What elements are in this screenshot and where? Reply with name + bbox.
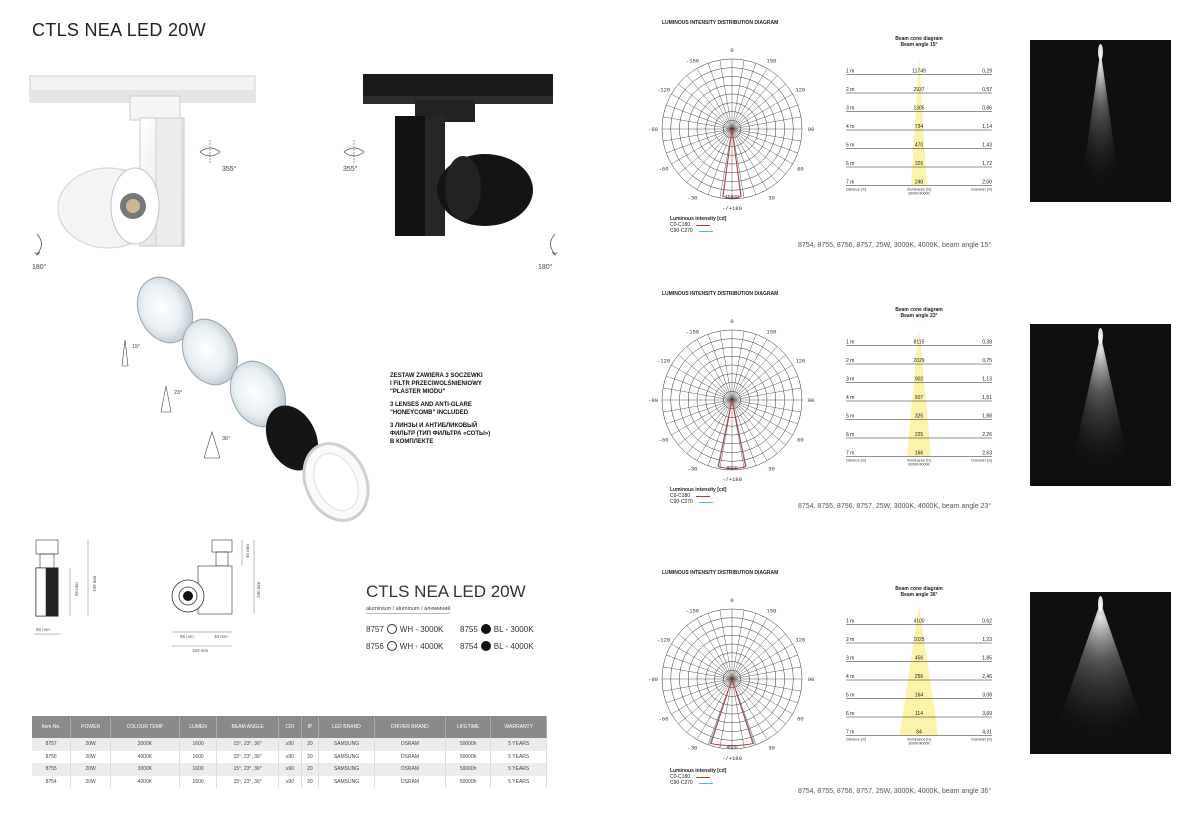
white-rotate-vertical-label: 355° <box>222 166 237 173</box>
polar-angle-label: -150 <box>685 328 700 336</box>
cone-illuminance: 734 <box>914 124 924 130</box>
beam-caption: 8754, 8755, 8756, 8757, 25W, 3000K, 4000K, beam angle 23° <box>798 503 992 510</box>
cone-illuminance: 1025 <box>913 637 925 643</box>
cone-diameter: 4,31 <box>982 729 992 736</box>
polar-angle-label: 90 <box>807 126 815 133</box>
table-cell: SAMSUNG <box>319 751 375 764</box>
cone-illuminance: 225 <box>914 432 924 438</box>
cone-diameter: 3,69 <box>982 711 992 717</box>
table-header: COLOUR TEMP <box>110 716 179 738</box>
variant-code: 8754 <box>460 641 478 651</box>
legend-swatch <box>696 777 710 778</box>
beam-caption: 8754, 8755, 8756, 8757, 25W, 3000K, 4000K, beam angle 15° <box>798 242 992 249</box>
cone-illuminance: 114 <box>915 711 923 717</box>
polar-angle-label: -120 <box>656 86 671 94</box>
spec-table <box>32 716 547 788</box>
table-cell: 15°, 23°, 36° <box>217 776 279 789</box>
polar-angle-label: 0 <box>730 318 734 325</box>
table-cell: 20 <box>301 751 319 764</box>
polar-diagram <box>650 303 820 503</box>
spec-material: aluminium / aluminum / алюминий <box>366 606 451 612</box>
white-rotate-horizontal-label: 180° <box>32 264 47 271</box>
table-cell: 15°, 23°, 36° <box>217 738 279 751</box>
cone-diameter: 1,13 <box>982 376 992 383</box>
photometry-heading: LUMINOUS INTENSITY DISTRIBUTION DIAGRAM <box>662 291 779 297</box>
table-cell: 50000h <box>445 776 491 789</box>
cone-diameter: 1,23 <box>982 637 992 643</box>
table-cell: 5 YEARS <box>491 738 547 751</box>
beam-caption: 8754, 8755, 8756, 8757, 25W, 3000K, 4000K, beam angle 36° <box>798 788 992 795</box>
polar-angle-label: 120 <box>795 86 806 94</box>
cone-diameter: 2,00 <box>982 179 992 186</box>
table-row <box>32 751 547 764</box>
cone-distance: 2 m <box>846 358 855 364</box>
black-rotate-horizontal-label: 180° <box>538 264 553 271</box>
polar-angle-label: 60 <box>797 436 804 444</box>
table-header: POWER <box>71 716 111 738</box>
cone-distance: 7 m <box>846 450 855 457</box>
black-swatch-icon <box>481 624 491 634</box>
cone-footer: Distance [m] <box>846 458 866 463</box>
side-depth1-dim: 96 mm <box>180 634 194 639</box>
rotate-arrow-icon <box>342 140 366 164</box>
table-cell: SAMSUNG <box>319 738 375 751</box>
polar-angle-label: -/+180 <box>722 205 742 212</box>
table-header: WARRANTY <box>491 716 547 738</box>
cone-diameter: 0,29 <box>982 68 992 75</box>
cone-distance: 5 m <box>846 692 855 699</box>
cone-distance: 3 m <box>846 655 855 662</box>
polar-legend <box>670 768 726 786</box>
cone-footer: 3000K/4000K <box>908 191 930 196</box>
polar-angle-label: 60 <box>797 715 804 723</box>
cone-illuminance: 8115 <box>913 339 925 346</box>
legend-swatch <box>699 502 713 503</box>
legend-label: C90-C270 <box>670 228 693 234</box>
variant-code: 8757 <box>366 624 384 634</box>
polar-angle-label: -/+180 <box>722 476 742 483</box>
cone-illuminance: 507 <box>914 395 924 401</box>
table-header: LED BRAND <box>319 716 375 738</box>
cone-illuminance: 4100 <box>913 618 925 625</box>
front-height-dim: 190 mm <box>92 575 97 592</box>
polar-max-label: 4500 <box>726 744 738 751</box>
cone-footer: Illuminance [lx] <box>907 458 931 463</box>
polar-angle-label: 120 <box>795 357 806 365</box>
beam-photo <box>1030 324 1171 486</box>
polar-legend <box>670 216 726 234</box>
table-cell: 8755 <box>32 763 71 776</box>
cone-diameter: 1,85 <box>982 655 992 662</box>
cone-footer: Illuminance [lx] <box>907 737 931 742</box>
table-cell: 50000h <box>445 751 491 764</box>
cone-distance: 5 m <box>846 413 855 420</box>
table-cell: 4000K <box>110 776 179 789</box>
table-cell: 20 <box>301 776 319 789</box>
polar-angle-label: 30 <box>768 465 775 473</box>
cone-diameter: 2,46 <box>982 674 992 680</box>
cone-illuminance: 902 <box>914 376 924 383</box>
cone-distance: 3 m <box>846 376 855 383</box>
table-cell: 50000h <box>445 763 491 776</box>
table-header: LIFETIME <box>445 716 491 738</box>
beam-cone-diagram <box>844 305 994 485</box>
polar-angle-label: 0 <box>730 47 734 54</box>
legend-label: C90-C270 <box>670 499 693 505</box>
beam-photo <box>1030 592 1171 754</box>
cone-diameter: 0,62 <box>982 618 992 625</box>
cone-diameter: 0,75 <box>982 358 992 364</box>
cone-footer: Diameter [m] <box>971 458 992 463</box>
lens-angle-label: 36° <box>222 436 231 442</box>
cone-footer: Distance [m] <box>846 737 866 742</box>
table-cell: SAMSUNG <box>319 763 375 776</box>
cone-title: Beam cone diagram <box>895 36 943 42</box>
polar-diagram <box>650 32 820 232</box>
table-cell: 5 YEARS <box>491 763 547 776</box>
legend-row <box>670 780 726 786</box>
table-cell: 4000K <box>110 751 179 764</box>
polar-angle-label: -90 <box>648 397 658 404</box>
cone-diameter: 1,72 <box>982 161 992 167</box>
polar-angle-label: -30 <box>687 744 698 752</box>
table-cell: 1600 <box>179 776 216 789</box>
cone-diameter: 0,57 <box>982 87 992 93</box>
cone-illuminance: 470 <box>914 142 924 149</box>
legend-title: Luminous intensity [cd] <box>670 216 727 222</box>
cone-distance: 7 m <box>846 729 855 736</box>
table-cell: 5 YEARS <box>491 776 547 789</box>
legend-label: C0-C180 <box>670 493 691 499</box>
cone-footer: 3000K/4000K <box>908 741 930 746</box>
legend-swatch <box>696 225 710 226</box>
light-source <box>1098 596 1103 612</box>
cone-illuminance: 240 <box>914 179 924 186</box>
cone-illuminance: 2029 <box>913 358 925 364</box>
polar-angle-label: 150 <box>766 607 777 615</box>
table-cell: 20W <box>71 776 111 789</box>
light-source <box>1098 328 1103 344</box>
black-spotlight-image <box>355 70 555 260</box>
table-row <box>32 738 547 751</box>
polar-angle-label: 90 <box>807 676 815 683</box>
cone-distance: 4 m <box>846 395 855 401</box>
table-cell: 20W <box>71 738 111 751</box>
rotate-arrow-icon <box>34 232 48 256</box>
lens-note-ru: 3 ЛИНЗЫ И АНТИБЛИКОВЫЙ ФИЛЬТР (ТИП ФИЛЬТРА «СОТЫ») В КОМПЛЕКТЕ <box>390 423 491 445</box>
table-cell: 20 <box>301 763 319 776</box>
cone-illuminance: 325 <box>914 413 924 420</box>
polar-angle-label: 120 <box>795 636 806 644</box>
polar-max-label: 8500 <box>726 465 738 472</box>
table-header: Item No. <box>32 716 71 738</box>
polar-angle-label: 150 <box>766 57 777 65</box>
table-cell: 15°, 23°, 36° <box>217 763 279 776</box>
table-cell: 1600 <box>179 738 216 751</box>
cone-footer: Diameter [m] <box>971 187 992 192</box>
white-swatch-icon <box>387 641 397 651</box>
table-cell: 3000K <box>110 738 179 751</box>
cone-distance: 2 m <box>846 87 855 93</box>
legend-label: C0-C180 <box>670 774 691 780</box>
photometry-panel <box>650 291 1200 553</box>
cone-illuminance: 256 <box>914 674 924 680</box>
polar-angle-label: -60 <box>658 715 669 723</box>
polar-max-label: 15800 <box>725 194 739 201</box>
table-cell: ≥90 <box>279 776 302 789</box>
polar-angle-label: 30 <box>768 194 775 202</box>
white-swatch-icon <box>387 624 397 634</box>
table-header: DRIVER BRAND <box>374 716 445 738</box>
light-source <box>1098 44 1103 60</box>
cone-distance: 4 m <box>846 674 855 680</box>
polar-angle-label: -120 <box>656 357 671 365</box>
photometry-heading: LUMINOUS INTENSITY DISTRIBUTION DIAGRAM <box>662 570 779 576</box>
beam-cone-diagram <box>844 584 994 764</box>
side-dimension-drawing <box>168 538 268 648</box>
photometry-heading: LUMINOUS INTENSITY DISTRIBUTION DIAGRAM <box>662 20 779 26</box>
cone-diameter: 3,08 <box>982 692 992 699</box>
cone-distance: 5 m <box>846 142 855 149</box>
photometry-panel <box>650 570 1200 832</box>
polar-angle-label: -30 <box>687 194 698 202</box>
legend-row <box>670 499 726 505</box>
polar-angle-label: -60 <box>658 436 669 444</box>
polar-angle-label: -/+180 <box>722 755 742 762</box>
beam-angle-icon <box>120 340 130 368</box>
cone-title: Beam angle 23° <box>900 313 938 319</box>
cone-diameter: 2,26 <box>982 432 992 438</box>
polar-angle-label: -90 <box>648 676 658 683</box>
legend-row <box>670 228 726 234</box>
table-header-row <box>32 716 547 738</box>
cone-distance: 3 m <box>846 105 855 112</box>
beam-angle-icon <box>160 386 172 414</box>
polar-legend <box>670 487 726 505</box>
legend-label: C0-C180 <box>670 222 691 228</box>
cone-distance: 4 m <box>846 124 855 130</box>
cone-distance: 2 m <box>846 637 855 643</box>
table-cell: 8756 <box>32 751 71 764</box>
polar-angle-label: -150 <box>685 607 700 615</box>
table-cell: 5 YEARS <box>491 751 547 764</box>
page-title: CTLS NEA LED 20W <box>32 20 206 40</box>
cone-illuminance: 1305 <box>913 105 925 112</box>
polar-angle-label: 30 <box>768 744 775 752</box>
front-width-dim: 50 mm <box>36 627 50 632</box>
polar-angle-label: -90 <box>648 126 658 133</box>
cone-title: Beam angle 15° <box>900 42 938 48</box>
cone-distance: 6 m <box>846 161 855 167</box>
cone-distance: 1 m <box>846 68 855 75</box>
front-body-dim: 96 mm <box>74 582 79 596</box>
table-cell: 50000h <box>445 738 491 751</box>
lens-note-en: 3 LENSES AND ANTI-GLARE "HONEYCOMB" INCLUDED <box>390 402 472 416</box>
cone-footer: Illuminance [lx] <box>907 187 931 192</box>
cone-title: Beam cone diagram <box>895 586 943 592</box>
cone-illuminance: 164 <box>914 692 924 699</box>
cone-diameter: 1,14 <box>982 124 992 130</box>
table-cell: ≥90 <box>279 738 302 751</box>
table-cell: 20W <box>71 751 111 764</box>
side-depth2-dim: 40 mm <box>214 634 228 639</box>
polar-angle-label: 60 <box>797 165 804 173</box>
front-dimension-drawing <box>30 538 110 638</box>
side-top-dim: 40 mm <box>245 544 250 558</box>
table-cell: SAMSUNG <box>319 776 375 789</box>
black-swatch-icon <box>481 641 491 651</box>
lens-note-pl: ZESTAW ZAWIERA 3 SOCZEWKI I FILTR PRZECIWOLŚNIENIOWY "PLASTER MIODU" <box>390 373 483 395</box>
cone-diameter: 0,86 <box>982 105 992 112</box>
cone-title: Beam cone diagram <box>895 307 943 313</box>
variant-8754 <box>460 641 534 651</box>
polar-angle-label: -150 <box>685 57 700 65</box>
table-cell: 20W <box>71 763 111 776</box>
polar-angle-label: 0 <box>730 597 734 604</box>
table-cell: OSRAM <box>374 751 445 764</box>
cone-diameter: 1,88 <box>982 413 992 420</box>
polar-angle-label: 150 <box>766 328 777 336</box>
cone-diameter: 1,51 <box>982 395 992 401</box>
spec-title: CTLS NEA LED 20W <box>366 582 526 601</box>
cone-distance: 6 m <box>846 711 855 717</box>
polar-diagram <box>650 582 820 782</box>
cone-footer: Distance [m] <box>846 187 866 192</box>
cone-illuminance: 84 <box>916 729 922 736</box>
polar-angle-label: 90 <box>807 397 815 404</box>
cone-footer: 3000K/4000K <box>908 462 930 467</box>
beam-angle-icon <box>204 432 220 460</box>
legend-title: Luminous intensity [cd] <box>670 768 727 774</box>
lens-angle-label: 23° <box>174 390 183 396</box>
beam-cone-diagram <box>844 34 994 214</box>
lens-set-image <box>110 270 370 520</box>
cone-illuminance: 11749 <box>912 68 926 75</box>
table-header: IP <box>301 716 319 738</box>
cone-illuminance: 166 <box>914 450 924 457</box>
table-cell: ≥90 <box>279 763 302 776</box>
variant-label: BL - 4000K <box>493 641 534 651</box>
table-cell: 8757 <box>32 738 71 751</box>
lens-note <box>390 372 530 451</box>
table-header: CRI <box>279 716 302 738</box>
table-cell: 1600 <box>179 763 216 776</box>
legend-swatch <box>696 496 710 497</box>
legend-title: Luminous intensity [cd] <box>670 487 727 493</box>
table-cell: OSRAM <box>374 738 445 751</box>
table-cell: 3000K <box>110 763 179 776</box>
rotate-arrow-icon <box>544 232 558 256</box>
variant-label: WH - 3000K <box>399 624 444 634</box>
variant-label: BL - 3000K <box>493 624 534 634</box>
table-row <box>32 776 547 789</box>
cone-distance: 7 m <box>846 179 855 186</box>
polar-angle-label: -30 <box>687 465 698 473</box>
variant-label: WH - 4000K <box>399 641 444 651</box>
variant-8756 <box>366 641 443 651</box>
cone-distance: 1 m <box>846 339 855 346</box>
legend-label: C90-C270 <box>670 780 693 786</box>
variant-8757 <box>366 624 443 634</box>
polar-angle-label: -120 <box>656 636 671 644</box>
table-cell: 8754 <box>32 776 71 789</box>
cone-distance: 1 m <box>846 618 855 625</box>
side-height-dim: 190 mm <box>256 581 261 598</box>
table-header: BEAM ANGLE <box>217 716 279 738</box>
table-cell: 20 <box>301 738 319 751</box>
cone-illuminance: 2937 <box>913 87 925 93</box>
table-row <box>32 763 547 776</box>
rotate-arrow-icon <box>198 140 222 164</box>
beam-photo <box>1030 40 1171 202</box>
legend-swatch <box>699 231 713 232</box>
polar-angle-label: -60 <box>658 165 669 173</box>
variant-code: 8755 <box>460 624 478 634</box>
table-cell: OSRAM <box>374 763 445 776</box>
cone-distance: 6 m <box>846 432 855 438</box>
table-cell: 1600 <box>179 751 216 764</box>
cone-footer: Diameter [m] <box>971 737 992 742</box>
table-cell: 15°, 23°, 36° <box>217 751 279 764</box>
table-cell: ≥90 <box>279 751 302 764</box>
cone-title: Beam angle 36° <box>900 592 938 598</box>
cone-illuminance: 326 <box>914 161 924 167</box>
cone-illuminance: 456 <box>914 655 924 662</box>
legend-swatch <box>699 783 713 784</box>
cone-diameter: 0,38 <box>982 339 992 346</box>
table-header: LUMEN <box>179 716 216 738</box>
side-total-dim: 150 mm <box>192 648 209 653</box>
black-rotate-vertical-label: 355° <box>343 166 358 173</box>
lens-angle-label: 15° <box>132 344 141 350</box>
cone-diameter: 1,43 <box>982 142 992 149</box>
variant-8755 <box>460 624 534 634</box>
variant-code: 8756 <box>366 641 384 651</box>
table-cell: OSRAM <box>374 776 445 789</box>
photometry-panel <box>650 20 1200 282</box>
cone-diameter: 2,63 <box>982 450 992 457</box>
